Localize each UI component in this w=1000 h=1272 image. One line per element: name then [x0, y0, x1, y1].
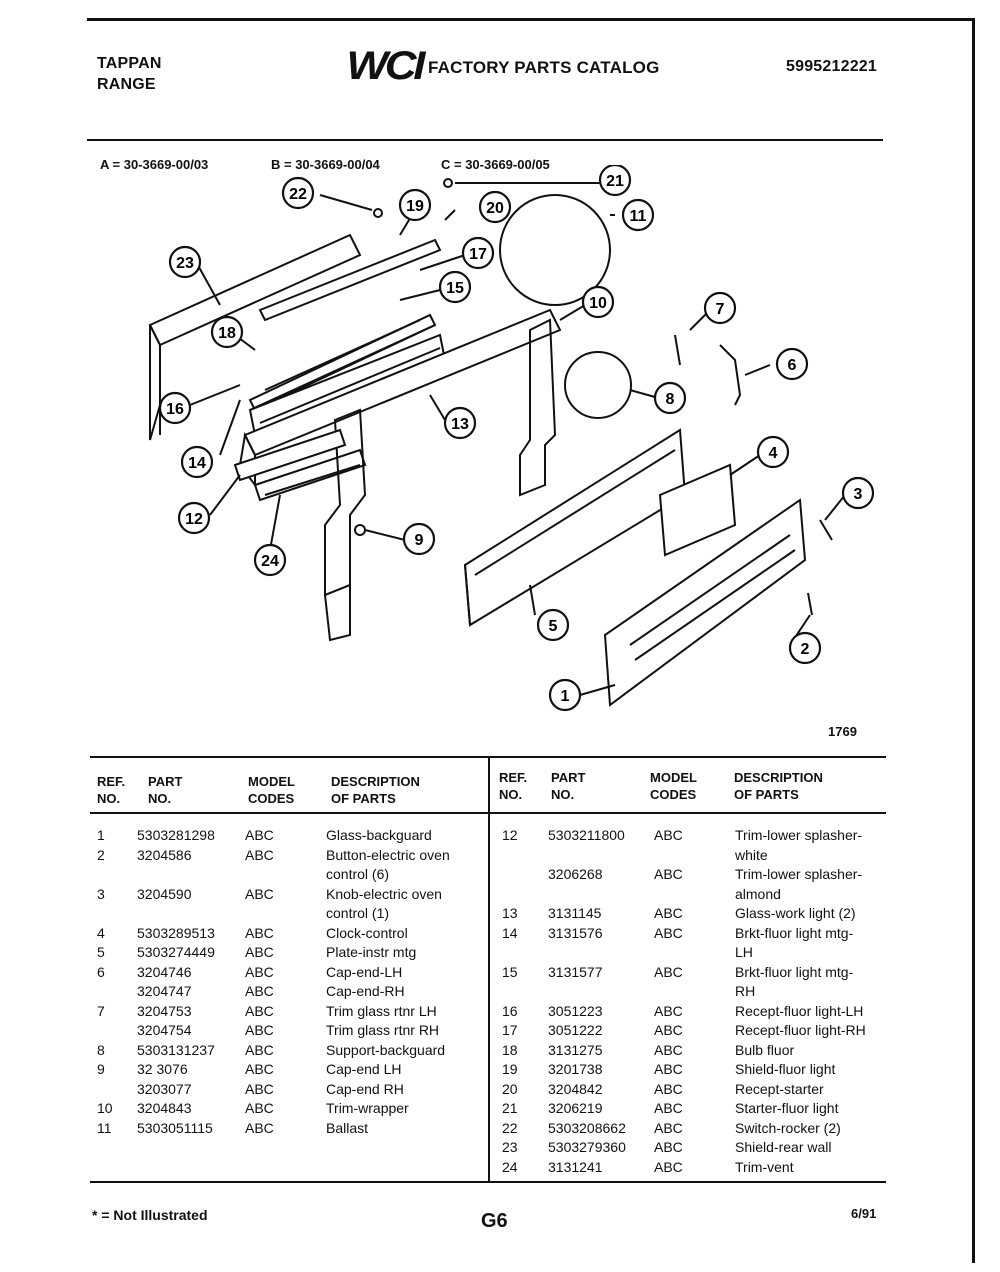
table-row: 1 5303281298 ABC Glass-backguard	[97, 827, 432, 843]
table-row: 3204747 ABC Cap-end-RH	[137, 983, 405, 999]
callout-18	[212, 317, 242, 347]
table-row: almond	[735, 885, 781, 902]
callout-14	[182, 447, 212, 477]
callout-6	[777, 349, 807, 379]
model-b: B = 30-3669-00/04	[271, 157, 380, 172]
svg-text:22: 22	[289, 186, 307, 203]
callout-13	[445, 408, 475, 438]
catalog-title: FACTORY PARTS CATALOG	[428, 58, 660, 77]
table-row: 17 3051222 ABC Recept-fluor light-RH	[502, 1022, 866, 1038]
brand-line-2: RANGE	[97, 76, 156, 93]
svg-text:11: 11	[629, 208, 647, 225]
callout-1	[550, 680, 580, 710]
left-header-part: PART NO.	[148, 774, 183, 806]
table-row: 14 3131576 ABC Brkt-fluor light mtg-	[502, 924, 854, 941]
right-header-model: MODEL CODES	[650, 770, 697, 802]
callout-23	[170, 247, 200, 277]
callout-4	[758, 437, 788, 467]
callout-16	[160, 393, 190, 423]
svg-text:5: 5	[548, 618, 558, 635]
table-row: 7 3204753 ABC Trim glass rtnr LH	[97, 1002, 437, 1019]
callout-19	[400, 190, 430, 220]
callout-5	[538, 610, 568, 640]
wci-logo: WCI	[346, 44, 423, 88]
callout-21	[600, 165, 630, 195]
callout-7	[705, 293, 735, 323]
svg-text:15: 15	[446, 280, 464, 297]
callout-11	[623, 200, 653, 230]
right-header-desc: DESCRIPTION OF PARTS	[734, 770, 823, 802]
table-row: 9 32 3076 ABC Cap-end LH	[97, 1061, 402, 1077]
svg-text:9: 9	[414, 532, 424, 549]
not-illustrated-note: * = Not Illustrated	[92, 1207, 208, 1223]
table-row: LH	[735, 944, 753, 960]
table-row: 18 3131275 ABC Bulb fluor	[502, 1041, 795, 1058]
svg-text:1: 1	[560, 688, 570, 705]
table-row: 2 3204586 ABC Button-electric oven	[97, 846, 450, 863]
page-frame-right	[972, 18, 975, 1263]
table-row: 16 3051223 ABC Recept-fluor light-LH	[502, 1002, 864, 1019]
left-header-desc: DESCRIPTION OF PARTS	[331, 774, 420, 806]
table-row: control (6)	[326, 866, 390, 882]
svg-text:14: 14	[188, 455, 206, 472]
svg-text:6: 6	[787, 357, 797, 374]
header-rule	[87, 139, 883, 141]
table-row: 3203077 ABC Cap-end RH	[137, 1080, 404, 1097]
table-column-divider	[488, 756, 490, 1181]
callout-9	[404, 524, 434, 554]
table-row: 15 3131577 ABC Brkt-fluor light mtg-	[502, 963, 854, 980]
table-row: 24 3131241 ABC Trim-vent	[502, 1158, 794, 1175]
revision-date: 6/91	[851, 1206, 877, 1221]
svg-text:21: 21	[606, 173, 624, 190]
table-row: 3204754 ABC Trim glass rtnr RH	[137, 1022, 440, 1038]
model-c: C = 30-3669-00/05	[441, 157, 550, 172]
table-bottom-rule	[90, 1181, 886, 1183]
table-row: RH	[735, 983, 756, 999]
callout-17	[463, 238, 493, 268]
right-header-part: PART NO.	[551, 770, 586, 802]
right-header-ref: REF. NO.	[499, 770, 528, 802]
table-row: 12 5303211800 ABC Trim-lower splasher-	[502, 827, 863, 843]
page-number: G6	[481, 1210, 508, 1232]
svg-text:4: 4	[768, 445, 778, 462]
callout-2	[790, 633, 820, 663]
table-row: white	[735, 846, 768, 863]
svg-text:10: 10	[589, 295, 607, 312]
callout-8	[655, 383, 685, 413]
right-parts-list	[502, 826, 897, 1177]
table-row: 22 5303208662 ABC Switch-rocker (2)	[502, 1119, 841, 1136]
catalog-number: 5995212221	[786, 58, 877, 75]
table-row: control (1)	[326, 905, 390, 921]
table-row: 19 3201738 ABC Shield-fluor light	[502, 1061, 836, 1077]
svg-text:8: 8	[665, 391, 675, 408]
page-frame-top	[87, 18, 975, 21]
table-row: 3 3204590 ABC Knob-electric oven	[97, 885, 442, 902]
svg-text:16: 16	[166, 401, 184, 418]
table-row: 23 5303279360 ABC Shield-rear wall	[502, 1139, 832, 1155]
table-row: 6 3204746 ABC Cap-end-LH	[97, 963, 403, 980]
svg-text:3: 3	[853, 486, 863, 503]
figure-number: 1769	[828, 724, 857, 739]
left-parts-list	[97, 826, 487, 1138]
callout-12	[179, 503, 209, 533]
svg-text:2: 2	[800, 641, 810, 658]
svg-text:23: 23	[176, 255, 194, 272]
table-row: 13 3131145 ABC Glass-work light (2)	[502, 905, 856, 921]
svg-text:12: 12	[185, 511, 203, 528]
callout-22	[283, 178, 313, 208]
table-row: 21 3206219 ABC Starter-fluor light	[502, 1100, 839, 1116]
svg-text:18: 18	[218, 325, 236, 342]
svg-text:19: 19	[406, 198, 424, 215]
svg-text:24: 24	[261, 553, 279, 570]
left-header-model: MODEL CODES	[248, 774, 295, 806]
svg-text:17: 17	[469, 246, 487, 263]
table-row: 10 3204843 ABC Trim-wrapper	[97, 1100, 409, 1116]
svg-text:7: 7	[715, 301, 725, 318]
model-a: A = 30-3669-00/03	[100, 157, 209, 172]
callout-10	[583, 287, 613, 317]
callout-3	[843, 478, 873, 508]
callout-15	[440, 272, 470, 302]
table-row: 5 5303274449 ABC Plate-instr mtg	[97, 944, 417, 960]
table-row: 3206268 ABC Trim-lower splasher-	[548, 866, 863, 882]
table-row: 20 3204842 ABC Recept-starter	[502, 1080, 824, 1097]
callout-20	[480, 192, 510, 222]
brand-line-1: TAPPAN	[97, 55, 162, 72]
exploded-parts-diagram	[90, 165, 970, 755]
left-header-ref: REF. NO.	[97, 774, 126, 806]
table-row: 11 5303051115 ABC Ballast	[97, 1119, 369, 1136]
svg-text:20: 20	[486, 200, 504, 217]
callout-24	[255, 545, 285, 575]
table-row: 8 5303131237 ABC Support-backguard	[97, 1041, 446, 1058]
svg-text:13: 13	[451, 416, 469, 433]
table-row: 4 5303289513 ABC Clock-control	[97, 924, 408, 941]
